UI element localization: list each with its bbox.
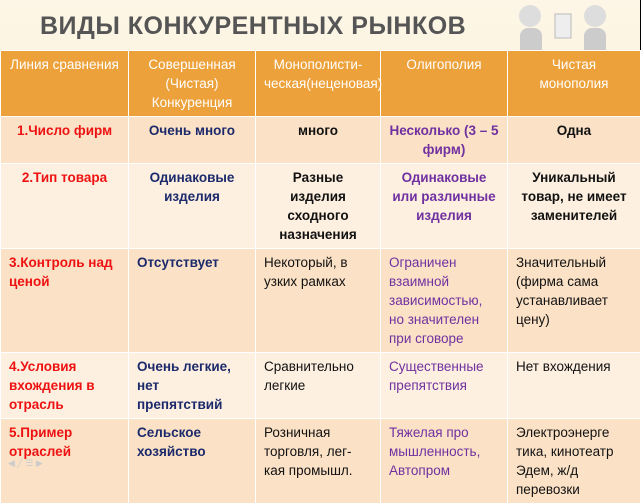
header-cell: Чистая монополия <box>508 51 641 117</box>
table-row <box>1 353 641 419</box>
cell: Существенные препятствия <box>381 353 508 419</box>
cell: 5.Пример отраслей <box>1 419 129 504</box>
comparison-table <box>0 50 641 504</box>
header-cell: Монополисти-ческая(неценовая) <box>256 51 381 117</box>
cell: 1.Число фирм <box>1 117 129 164</box>
table-row <box>1 249 641 353</box>
cell: Значительный (фирма сама устанавливает цену) <box>508 249 641 353</box>
header-row <box>1 51 641 117</box>
cell: много <box>256 117 381 164</box>
people-illustration-icon <box>500 2 620 52</box>
cell: Очень легкие, нет препятствий <box>129 353 256 419</box>
cell: Несколько (3 – 5 фирм) <box>381 117 508 164</box>
cell: 4.Условия вхождения в отрасль <box>1 353 129 419</box>
cell: Отсутствует <box>129 249 256 353</box>
cell: Уникальный товар, не имеет заменителей <box>508 164 641 249</box>
cell: Ограничен взаимной зависимостью, но значителен при сговоре <box>381 249 508 353</box>
cell: Нет вхождения <box>508 353 641 419</box>
slide-title: ВИДЫ КОНКУРЕНТНЫХ РЫНКОВ <box>40 12 467 40</box>
cell: 2.Тип товара <box>1 164 129 249</box>
cell: Сельское хозяйство <box>129 419 256 504</box>
table-row <box>1 164 641 249</box>
cell: Электроэнерге тика, кинотеатр Эдем, ж/д перевозки <box>508 419 641 504</box>
table-row <box>1 117 641 164</box>
table-row <box>1 419 641 504</box>
cell: Одинаковые или различные изделия <box>381 164 508 249</box>
cell: 3.Контроль над ценой <box>1 249 129 353</box>
cell: Одинаковые изделия <box>129 164 256 249</box>
cell: Тяжелая про мышленность, Автопром <box>381 419 508 504</box>
header-cell: Линия сравнения <box>1 51 129 117</box>
cell: Разные изделия сходного назначения <box>256 164 381 249</box>
cell: Одна <box>508 117 641 164</box>
cell: Очень много <box>129 117 256 164</box>
cell: Розничная торговля, лег-кая промышл. <box>256 419 381 504</box>
header-cell: Совершенная (Чистая) Конкуренция <box>129 51 256 117</box>
cell: Некоторый, в узких рамках <box>256 249 381 353</box>
cell: Сравнительно легкие <box>256 353 381 419</box>
slideshow-nav-icons[interactable]: ◀ ╱ ☰ ▶ <box>8 458 43 468</box>
header-cell: Олигополия <box>381 51 508 117</box>
